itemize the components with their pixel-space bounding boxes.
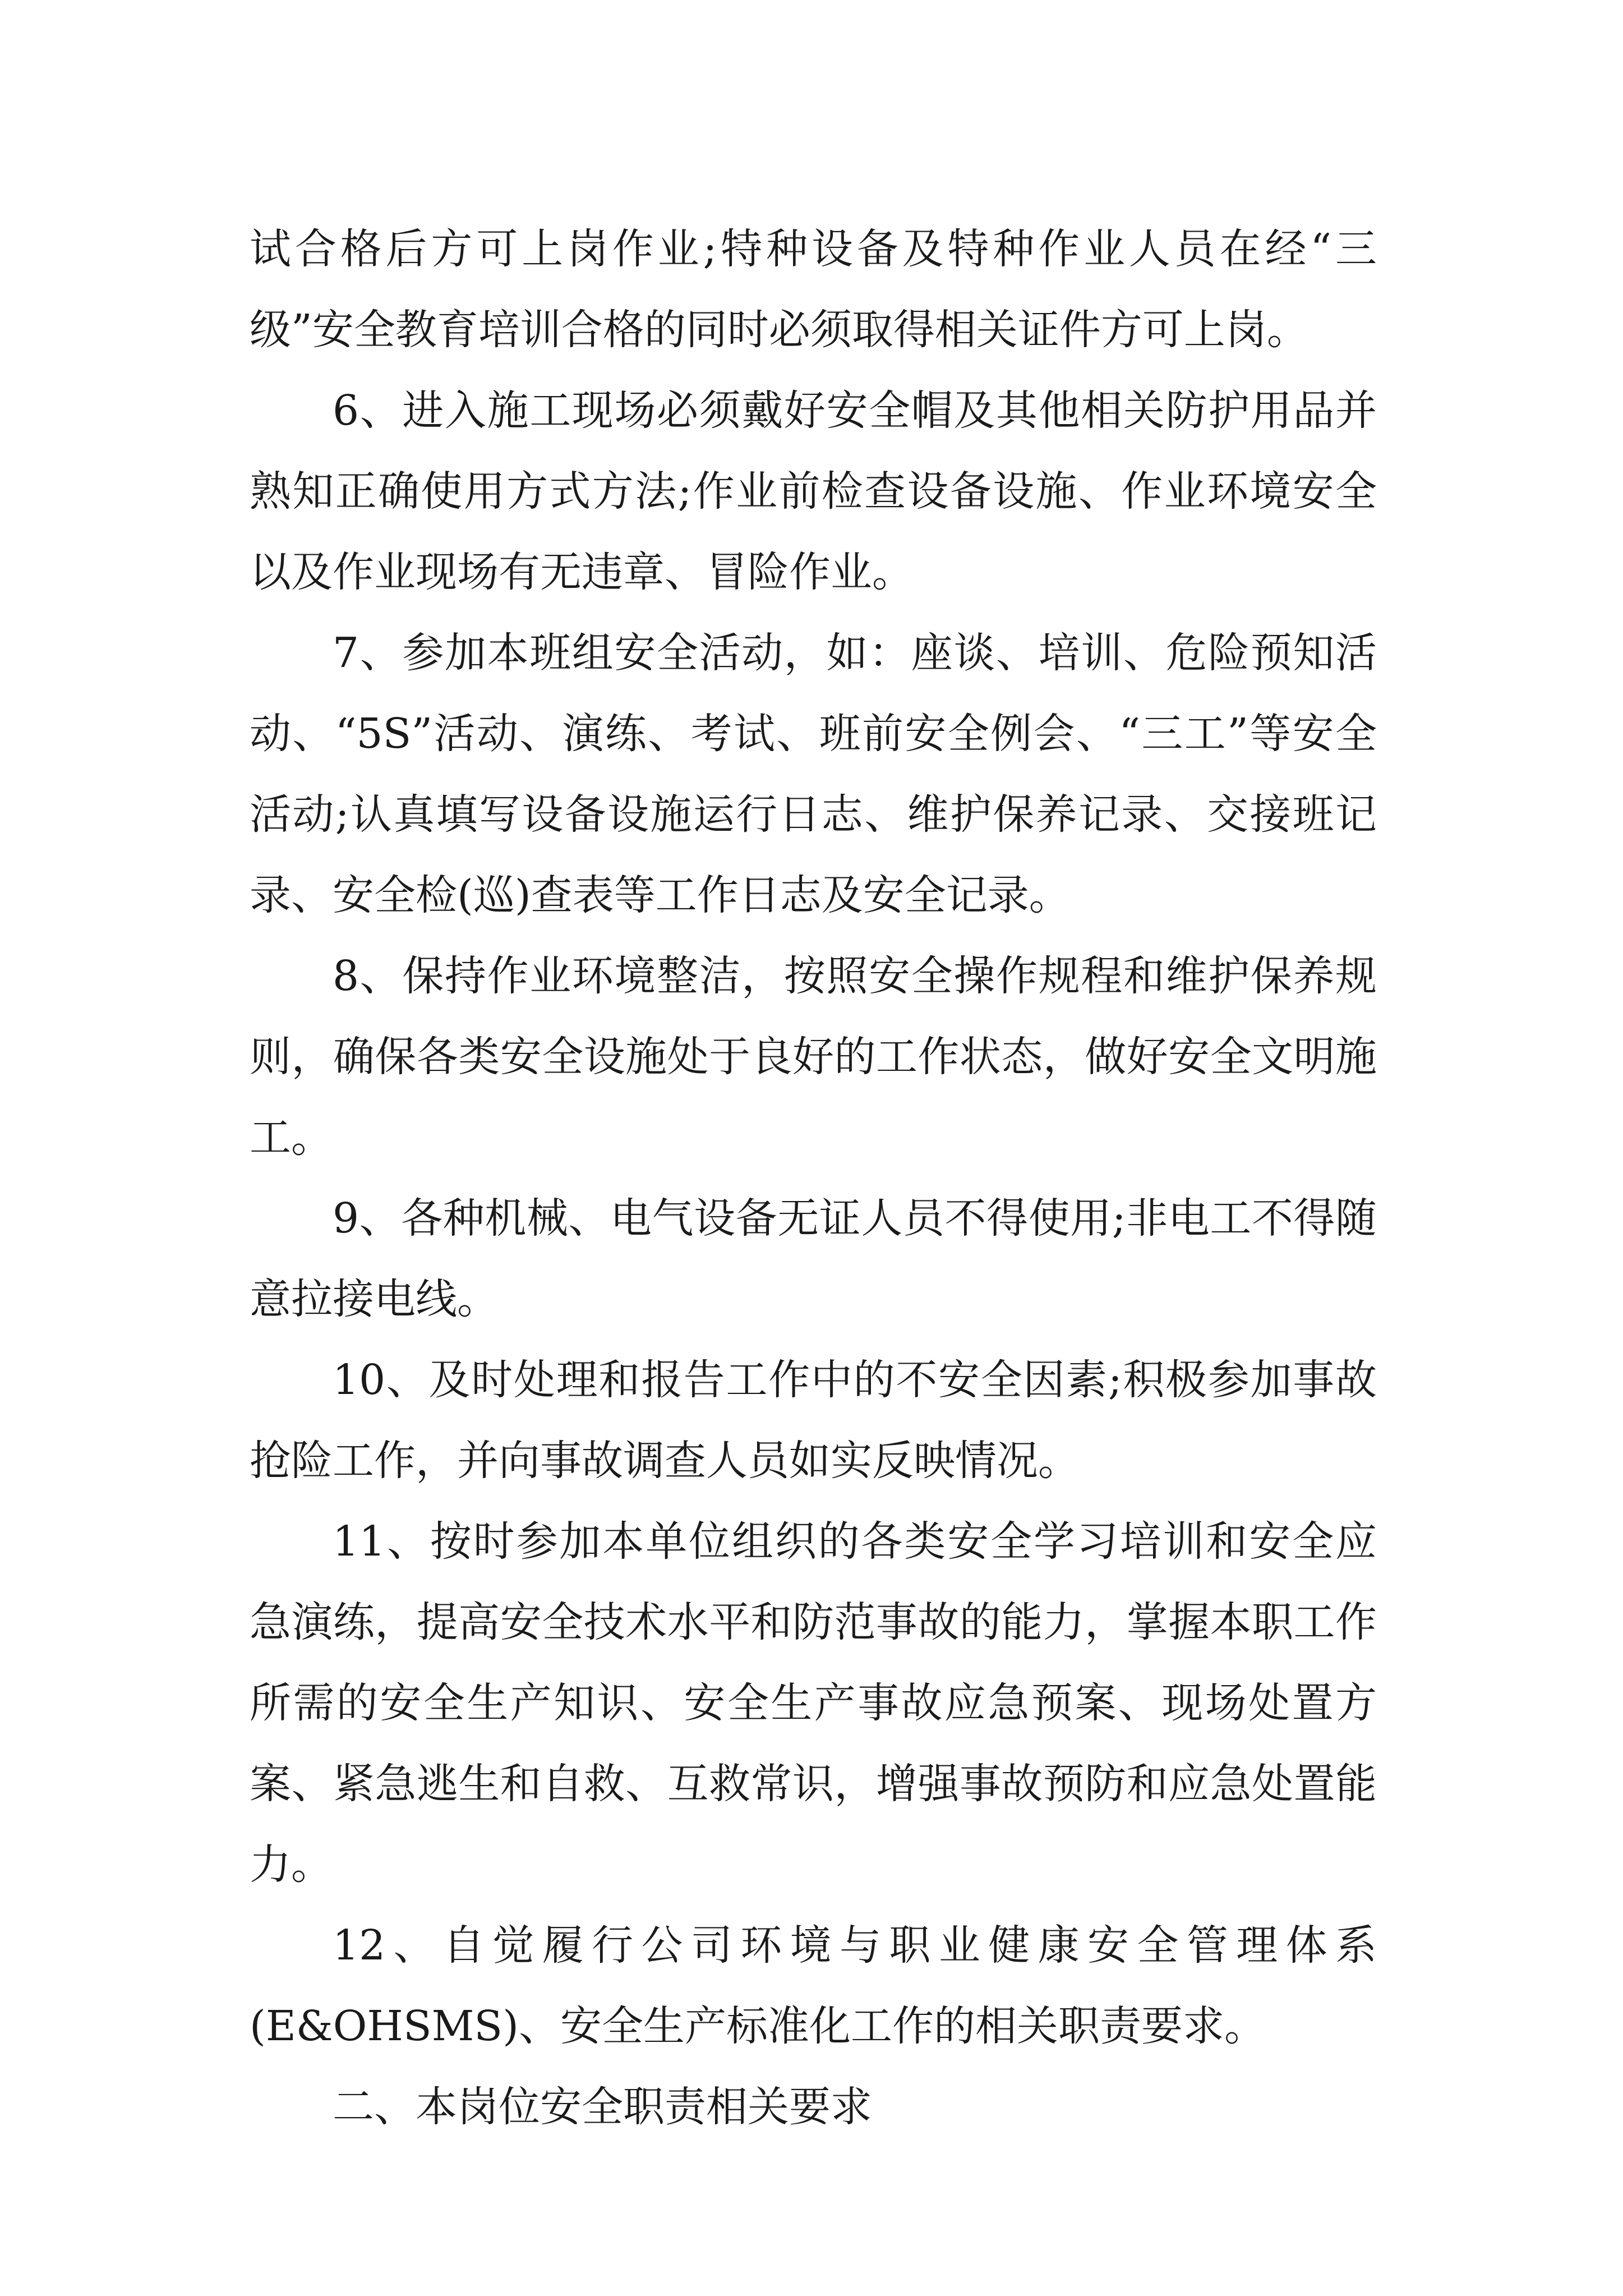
section-heading: 二、本岗位安全职责相关要求 [333,2083,872,2131]
paragraph-item-8: 8、保持作业环境整洁，按照安全操作规程和维护保养规则，确保各类安全设施处于良好的工作状态，做好安全文明施工。 [250,952,1377,1162]
paragraph-item-10: 10、及时处理和报告工作中的不安全因素;积极参加事故抢险工作，并向事故调查人员如实反映情况。 [250,1356,1377,1485]
paragraph-item-7: 7、参加本班组安全活动，如：座谈、培训、危险预知活动、“5S”活动、演练、考试、班前安全例会、“三工”等安全活动;认真填写设备设施运行日志、维护保养记录、交接班记录、安全检(巡)查表等工作日志及安全记录。 [250,629,1377,919]
paragraph-item-9: 9、各种机械、电气设备无证人员不得使用;非电工不得随意拉接电线。 [250,1194,1377,1323]
document-body [250,209,1377,2147]
paragraph-item-11: 11、按时参加本单位组织的各类安全学习培训和安全应急演练，提高安全技术水平和防范事故的能力，掌握本职工作所需的安全生产知识、安全生产事故应急预案、现场处置方案、紧急逃生和自救、互救常识，增强事故预防和应急处置能力。 [250,1517,1377,1889]
paragraph-continuation: 试合格后方可上岗作业;特种设备及特种作业人员在经“三级”安全教育培训合格的同时必须取得相关证件方可上岗。 [250,225,1377,354]
paragraph-item-12: 12、自觉履行公司环境与职业健康安全管理体系(E&OHSMS)、安全生产标准化工作的相关职责要求。 [250,1921,1377,2050]
paragraph-item-6: 6、进入施工现场必须戴好安全帽及其他相关防护用品并熟知正确使用方式方法;作业前检查设备设施、作业环境安全以及作业现场有无违章、冒险作业。 [250,386,1377,596]
